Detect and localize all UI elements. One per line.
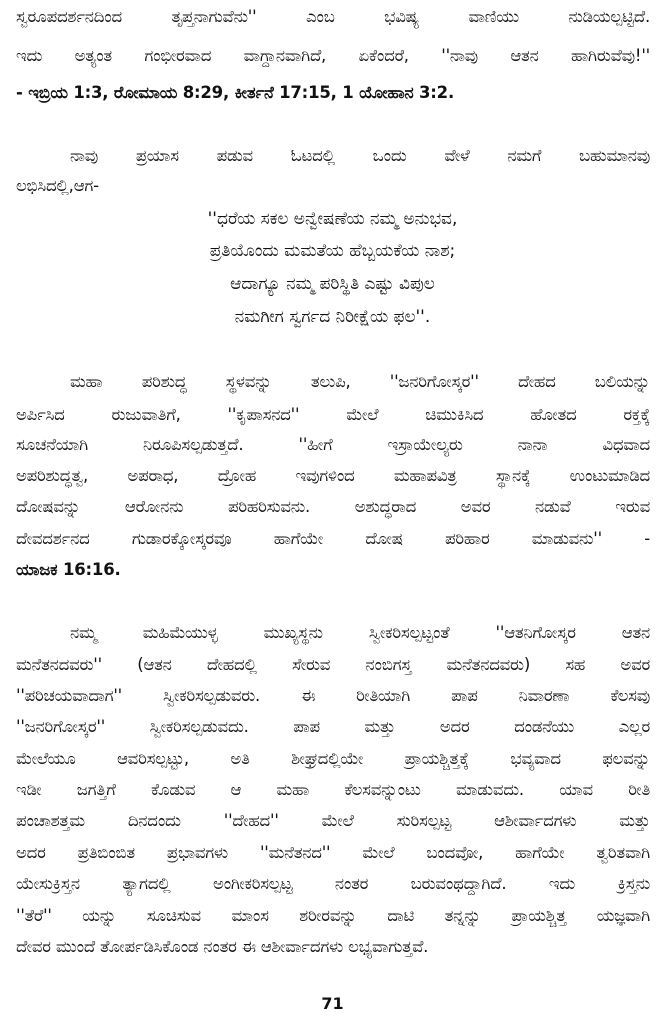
paragraph-3-line-4: ಅಪರಿಶುದ್ಧತ್ವ, ಅಪರಾಧ, ದ್ರೋಹ ಇವುಗಳಿಂದ ಮಹಾಪವಿತ್ರ ಸ್ಥಾನಕ್ಕೆ ಉಂಟುಮಾಡಿದ <box>16 466 650 485</box>
poem-line-3: ಆದಾಗ್ಯೂ ನಮ್ಮ ಪರಿಸ್ಥಿತಿ ಎಷ್ಟು ವಿಪುಲ <box>230 274 435 294</box>
paragraph-4-line-4: ''ಜನರಿಗೋಸ್ಕರ'' ಸ್ವೀಕರಿಸಲ್ಪಡುವದು. ಪಾಪ ಮತ್ತು ಅದರ ದಂಡನೆಯು ಎಲ್ಲರ <box>16 717 650 736</box>
paragraph-3-line-2: ಅರ್ಪಿಸಿದ ರುಜುವಾತಿಗೆ, ''ಕೃಪಾಸನದ'' ಮೇಲೆ ಚಿಮುಕಿಸಿದ ಹೋತದ ರಕ್ತಕ್ಕೆ <box>16 405 650 424</box>
paragraph-4-line-2: ಮನೆತನದವರು'' (ಆತನ ದೇಹದಲ್ಲಿ ಸೇರುವ ನಂಬಿಗಸ್ತ ಮನೆತನದವರು) ಸಹ ಅವರ <box>16 655 650 674</box>
paragraph-2-line-1: ನಾವು ಪ್ರಯಾಸ ಪಡುವ ಓಟದಲ್ಲಿ ಒಂದು ವೇಳೆ ನಮಗೆ ಬಹುಮಾನವು <box>70 146 650 165</box>
paragraph-4-line-6: ಇಡೀ ಜಗತ್ತಿಗೆ ಕೊಡುವ ಆ ಮಹಾ ಕೆಲಸವನ್ನುಂಟು ಮಾಡುವದು. ಯಾವ ರೀತಿ <box>16 780 650 799</box>
poem-line-1: ''ಧರೆಯ ಸಕಲ ಅನ್ವೇಷಣೆಯ ನಮ್ಮ ಅನುಭವ, <box>207 209 458 229</box>
paragraph-1-line-1: ಸ್ವರೂಪದರ್ಶನದಿಂದ ತೃಪ್ತನಾಗುವೆನು'' ಎಂಬ ಭವಿಷ್ಯ ವಾಣಿಯು ನುಡಿಯಲ್ಪಟ್ಟಿದೆ. <box>16 7 650 26</box>
paragraph-4-line-8: ಅದರ ಪ್ರತಿಬಿಂಬಿತ ಪ್ರಭಾವಗಳು ''ಮನೆತನದ'' ಮೇಲೆ ಬಂದವೋ, ಹಾಗೆಯೇ ತ್ವರಿತವಾಗಿ <box>16 843 650 862</box>
poem-line-2: ಪ್ರತಿಯೊಂದು ಮಮತೆಯ ಹೆಬ್ಬಯಕೆಯ ನಾಶ; <box>209 241 456 261</box>
paragraph-3-line-5: ದೋಷವನ್ನು ಆರೋನನು ಪರಿಹರಿಸುವನು. ಅಶುದ್ಧರಾದ ಅವರ ನಡುವೆ ಇರುವ <box>16 497 650 516</box>
paragraph-4-line-10: ''ತೆರೆ'' ಯನ್ನು ಸೂಚಿಸುವ ಮಾಂಸ ಶರೀರವನ್ನು ದಾಟಿ ತನ್ನನ್ನು ಪ್ರಾಯಶ್ಚಿತ್ತ ಯಜ್ಞವಾಗಿ <box>16 906 650 925</box>
paragraph-3-line-3: ಸೂಚನೆಯಾಗಿ ನಿರೂಪಿಸಲ್ಪಡುತ್ತದೆ. ''ಹೀಗೆ ಇಸ್ರಾಯೇಲ್ಯರು ನಾನಾ ವಿಧವಾದ <box>16 435 650 454</box>
paragraph-3-line-6: ದೇವದರ್ಶನದ ಗುಡಾರಕ್ಕೋಸ್ಕರವೂ ಹಾಗೆಯೇ ದೋಷ ಪರಿಹಾರ ಮಾಡುವನು'' - <box>16 529 650 548</box>
scripture-reference-1: - ಇಬ್ರಿಯ 1:3, ರೋಮಾಯ 8:29, ಕೀರ್ತನೆ 17:15, 1 ಯೋಹಾನ 3:2. <box>16 83 455 102</box>
poem-line-4: ನಮಗೀಗ ಸ್ವರ್ಗದ ನಿರೀಕ್ಷೆಯ ಫಲ''. <box>234 307 431 327</box>
paragraph-3-line-1: ಮಹಾ ಪರಿಶುದ್ಧ ಸ್ಥಳವನ್ನು ತಲುಪಿ, ''ಜನರಿಗೋಸ್ಕರ'' ದೇಹದ ಬಲಿಯನ್ನು <box>70 372 650 391</box>
scripture-reference-2: ಯಾಜಕ 16:16. <box>16 560 121 579</box>
paragraph-4-line-11: ದೇವರ ಮುಂದೆ ತೋರ್ಪಡಿಸಿಕೊಂಡ ನಂತರ ಈ ಆಶೀರ್ವಾದಗಳು ಲಭ್ಯವಾಗುತ್ತವೆ. <box>16 937 429 956</box>
paragraph-4-line-3: ''ಪರಿಚಯವಾದಾಗ'' ಸ್ವೀಕರಿಸಲ್ಪಡುವರು. ಈ ರೀತಿಯಾಗಿ ಪಾಪ ನಿವಾರಣಾ ಕೆಲಸವು <box>16 686 650 705</box>
page-number: 71 <box>321 994 344 1013</box>
paragraph-4-line-5: ಮೇಲೆಯೂ ಆವರಿಸಲ್ಪಟ್ಟು, ಅತಿ ಶೀಘ್ರದಲ್ಲಿಯೇ ಪ್ರಾಯಶ್ಚಿತ್ತಕ್ಕೆ ಭವ್ಯವಾದ ಫಲವನ್ನು <box>16 749 650 768</box>
paragraph-1-line-2: ಇದು ಅತ್ಯಂತ ಗಂಭೀರವಾದ ವಾಗ್ದಾನವಾಗಿದೆ, ಏಕೆಂದರೆ, ''ನಾವು ಆತನ ಹಾಗಿರುವೆವು!'' <box>16 46 650 65</box>
paragraph-4-line-7: ಪಂಚಾಶತ್ತಮ ದಿನದಂದು ''ದೇಹದ'' ಮೇಲೆ ಸುರಿಸಲ್ಪಟ್ಟ ಆಶೀರ್ವಾದಗಳು ಮತ್ತು <box>16 811 650 830</box>
paragraph-2-line-2: ಲಭಿಸಿದಲ್ಲಿ,ಆಗ- <box>16 176 99 195</box>
paragraph-4-line-1: ನಮ್ಮ ಮಹಿಮೆಯುಳ್ಳ ಮುಖ್ಯಸ್ಥನು ಸ್ವೀಕರಿಸಲ್ಪಟ್ಟಂತೆ ''ಆತನಿಗೋಸ್ಕರ ಆತನ <box>70 623 650 642</box>
paragraph-4-line-9: ಯೇಸುಕ್ರಿಸ್ತನ ತ್ಯಾಗದಲ್ಲಿ ಅಂಗೀಕರಿಸಲ್ಪಟ್ಟ ನಂತರ ಬರುವಂಥದ್ದಾಗಿದೆ. ಇದು ಕ್ರಿಸ್ತನು <box>16 874 650 893</box>
